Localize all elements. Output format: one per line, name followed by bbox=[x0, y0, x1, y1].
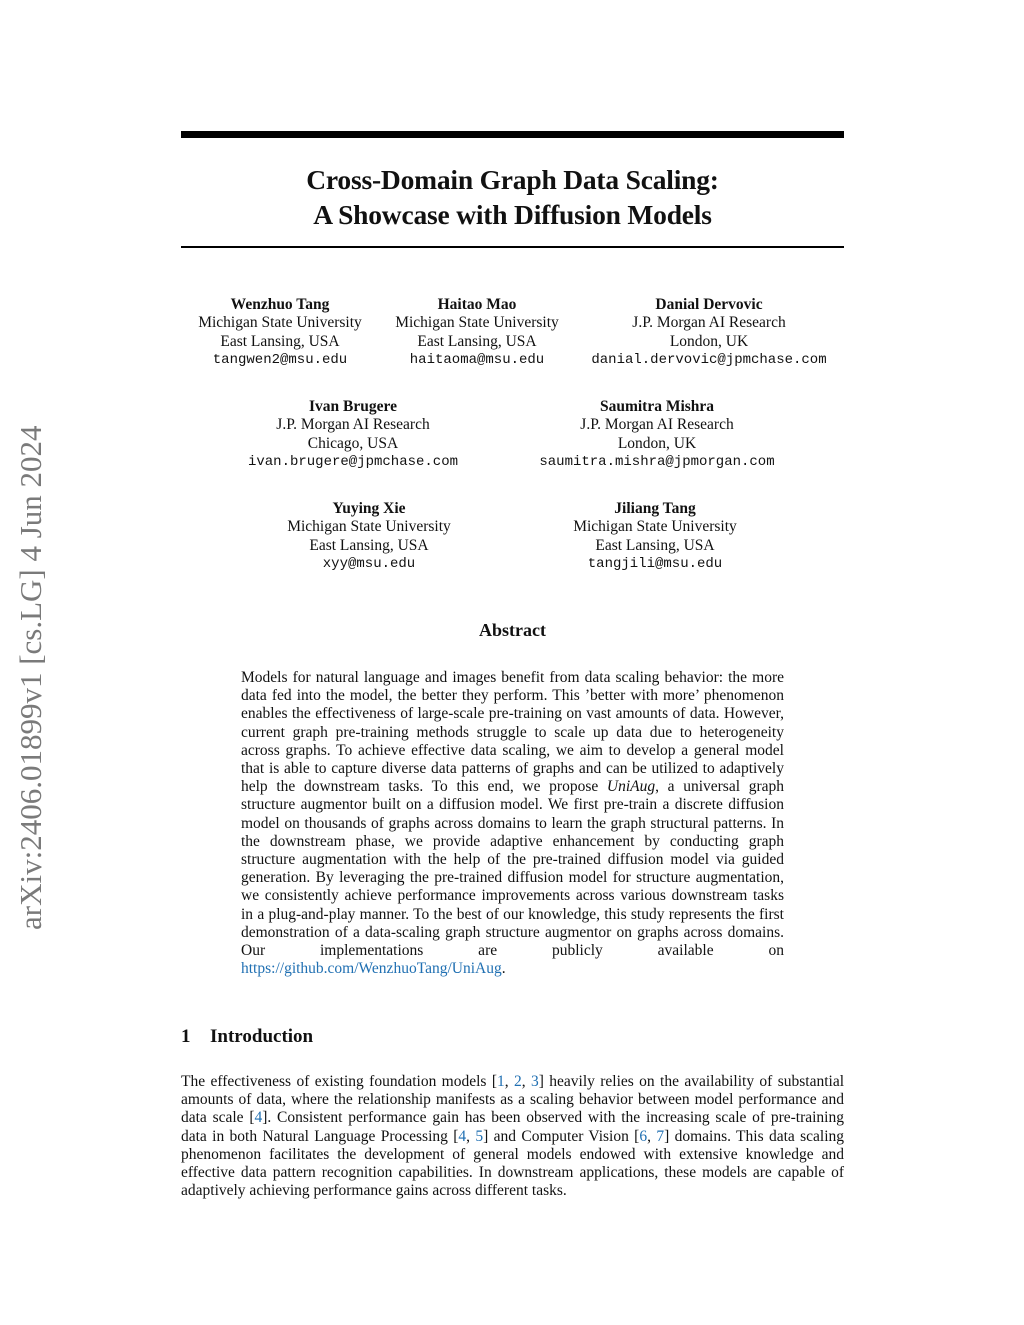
author-name: Jiliang Tang bbox=[614, 500, 696, 517]
author-block bbox=[555, 500, 755, 573]
paper-title bbox=[181, 162, 844, 232]
citation-separator: , bbox=[504, 1073, 514, 1090]
title-bottom-rule bbox=[181, 246, 844, 248]
citation-link[interactable]: 6 bbox=[639, 1127, 648, 1145]
author-block bbox=[269, 500, 469, 573]
abstract-end: . bbox=[501, 960, 506, 978]
author-email: haitaoma@msu.edu bbox=[409, 351, 545, 368]
author-affiliation: Michigan State University bbox=[573, 518, 737, 536]
abstract-part-2: , a universal graph structure augmentor built on a diffusion model. We first pre-train a discrete diffusion model on thousands of graphs across domains to learn the graph structural patterns. In the downstream phase, we provide adaptive enhancement by conducting graph structure augmentation with the help of the pre-trained diffusion model via guided generation. By leveraging the pre-trained diffusion model for structure augmentation, we consistently achieve performance improvements across various downstream tasks in a plug-and-play manner. To the best of our knowledge, this study represents the first demonstration of a data-scaling graph structure augmentor on graphs across domains. Our implementations are publicly available on bbox=[241, 778, 784, 960]
author-email: danial.dervovic@jpmchase.com bbox=[591, 351, 827, 368]
author-affiliation: J.P. Morgan AI Research bbox=[580, 416, 734, 434]
citation-separator: , bbox=[466, 1127, 476, 1145]
section-heading-introduction bbox=[181, 1026, 313, 1048]
author-name: Ivan Brugere bbox=[309, 398, 397, 415]
author-affiliation: Michigan State University bbox=[395, 314, 559, 332]
author-location: East Lansing, USA bbox=[595, 536, 715, 554]
section-title: Introduction bbox=[210, 1026, 314, 1047]
citation-link[interactable]: 7 bbox=[656, 1127, 665, 1145]
author-name: Haitao Mao bbox=[437, 296, 517, 313]
author-affiliation: Michigan State University bbox=[198, 314, 362, 332]
author-block bbox=[377, 296, 577, 369]
author-location: East Lansing, USA bbox=[417, 332, 537, 350]
author-email: tangwen2@msu.edu bbox=[212, 351, 348, 368]
author-email: xyy@msu.edu bbox=[322, 555, 416, 572]
intro-text: The effectiveness of existing foundation models [ bbox=[181, 1073, 497, 1090]
citation-link[interactable]: 4 bbox=[458, 1127, 467, 1145]
author-name: Saumitra Mishra bbox=[599, 398, 715, 415]
author-block bbox=[532, 398, 782, 471]
intro-text: ]. Consistent performance gain has been observed with the increasing scale of pre-training data in both Natural Language Processing [ bbox=[181, 1109, 844, 1145]
citation-link[interactable]: 3 bbox=[530, 1073, 539, 1090]
author-location: London, UK bbox=[617, 434, 697, 452]
title-line-1: Cross-Domain Graph Data Scaling: bbox=[306, 164, 719, 195]
author-location: East Lansing, USA bbox=[309, 536, 429, 554]
author-affiliation: Michigan State University bbox=[287, 518, 451, 536]
author-name: Danial Dervovic bbox=[655, 296, 763, 313]
repository-link[interactable]: https://github.com/WenzhuoTang/UniAug bbox=[241, 960, 502, 978]
intro-text: ] and Computer Vision [ bbox=[483, 1127, 640, 1145]
abstract-part-1: Models for natural language and images benefit from data scaling behavior: the more data fed into the model, the better they perform. This ’better with more’ phenomenon enables the effectiveness of large-scale pre-training on vast amounts of data. However, current graph pre-training methods struggle to scale up data due to heterogeneity across graphs. To achieve effective data scaling, we aim to develop a general model that is able to capture diverse data patterns of graphs and can be utilized to adaptively help the downstream tasks. To this end, we propose bbox=[241, 669, 784, 796]
abstract-text bbox=[241, 669, 784, 978]
author-name: Yuying Xie bbox=[332, 500, 406, 517]
method-name: UniAug bbox=[606, 778, 656, 796]
author-email: ivan.brugere@jpmchase.com bbox=[247, 453, 459, 470]
author-location: Chicago, USA bbox=[307, 434, 399, 452]
section-number: 1 bbox=[181, 1026, 191, 1047]
author-location: London, UK bbox=[669, 332, 749, 350]
citation-link[interactable]: 2 bbox=[513, 1073, 522, 1090]
citation-link[interactable]: 1 bbox=[496, 1073, 505, 1090]
author-affiliation: J.P. Morgan AI Research bbox=[632, 314, 786, 332]
title-top-rule bbox=[181, 131, 844, 138]
author-block bbox=[243, 398, 463, 471]
introduction-paragraph bbox=[181, 1073, 844, 1200]
title-line-2: A Showcase with Diffusion Models bbox=[313, 199, 712, 230]
author-block bbox=[180, 296, 380, 369]
author-affiliation: J.P. Morgan AI Research bbox=[276, 416, 430, 434]
citation-link[interactable]: 5 bbox=[475, 1127, 484, 1145]
abstract-heading: Abstract bbox=[479, 620, 546, 640]
author-name: Wenzhuo Tang bbox=[230, 296, 330, 313]
author-email: tangjili@msu.edu bbox=[587, 555, 723, 572]
intro-text: ] heavily relies on the availability of substantial amounts of data, where the relationship manifests as a scaling behavior between model performance and data scale [ bbox=[181, 1073, 845, 1127]
author-email: saumitra.mishra@jpmorgan.com bbox=[539, 453, 775, 470]
citation-link[interactable]: 4 bbox=[254, 1109, 263, 1127]
citation-separator: , bbox=[647, 1127, 657, 1145]
intro-text: ] domains. This data scaling phenomenon facilitates the development of general models endowed with extensive knowledge and effective data pattern recognition capabilities. In downstream applications, these models are capable of adaptively achieving performance gains across different tasks. bbox=[181, 1127, 845, 1200]
citation-separator: , bbox=[521, 1073, 531, 1090]
author-location: East Lansing, USA bbox=[220, 332, 340, 350]
author-block bbox=[584, 296, 834, 369]
arxiv-identifier: arXiv:2406.01899v1 [cs.LG] 4 Jun 2024 bbox=[13, 425, 48, 930]
